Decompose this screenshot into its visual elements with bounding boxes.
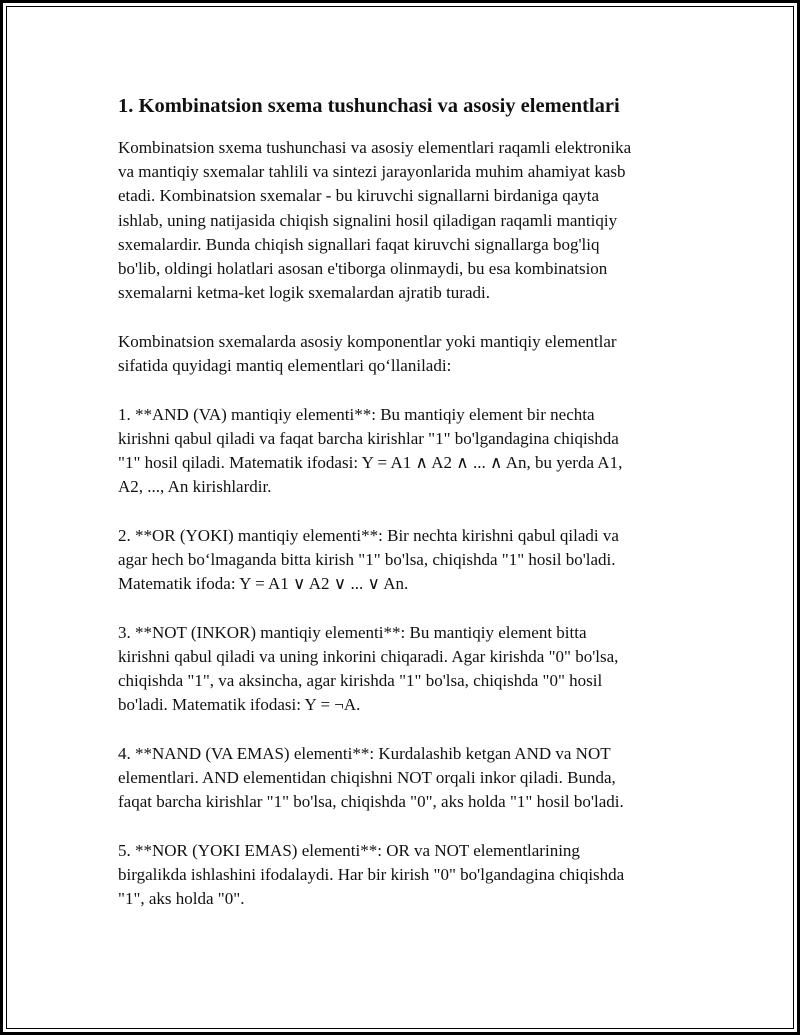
text-line: elementlari. AND elementidan chiqishni NOT orqali inkor qiladi. Bunda, — [118, 768, 616, 788]
text-line: faqat barcha kirishlar "1" bo'lsa, chiqishda "0", aks holda "1" hosil bo'ladi. — [118, 792, 624, 812]
list-item-or — [118, 524, 686, 597]
text-line: birgalikda ishlashini ifodalaydi. Har bir kirish "0" bo'lgandagina chiqishda — [118, 865, 625, 885]
text-line: 4. **NAND (VA EMAS) elementi**: Kurdalashib ketgan AND va NOT — [118, 744, 611, 764]
text-line: 3. **NOT (INKOR) mantiqiy elementi**: Bu mantiqiy element bitta — [118, 622, 587, 642]
list-item-nor — [118, 839, 686, 912]
text-line: 2. **OR (YOKI) mantiqiy elementi**: Bir nechta kirishni qabul qiladi va — [118, 525, 619, 545]
paragraph-components-intro — [118, 330, 686, 378]
text-line: "1" hosil qiladi. Matematik ifodasi: Y = A1 ∧ A2 ∧ ... ∧ An, bu yerda A1, — [118, 453, 623, 473]
text-line: A2, ..., An kirishlardir. — [118, 477, 272, 497]
text-line: va mantiqiy sxemalar tahlili va sintezi jarayonlarida muhim ahamiyat kasb — [118, 162, 626, 182]
document-body — [118, 92, 686, 936]
text-line: sxemalardir. Bunda chiqish signallari faqat kiruvchi signallarga bog'liq — [118, 234, 600, 254]
text-line: kirishni qabul qiladi va uning inkorini chiqaradi. Agar kirishda "0" bo'lsa, — [118, 647, 619, 667]
text-line: bo'lib, oldingi holatlari asosan e'tiborga olinmaydi, bu esa kombinatsion — [118, 259, 608, 279]
text-line: "1", aks holda "0". — [118, 889, 245, 909]
text-line: Kombinatsion sxema tushunchasi va asosiy elementlari raqamli elektronika — [118, 138, 632, 157]
text-line: sifatida quyidagi mantiq elementlari qo‘llaniladi: — [118, 356, 452, 376]
text-line: ishlab, uning natijasida chiqish signalini hosil qiladigan raqamli mantiqiy — [118, 210, 618, 230]
text-line: Matematik ifoda: Y = A1 ∨ A2 ∨ ... ∨ An. — [118, 574, 409, 594]
text-line: Kombinatsion sxemalarda asosiy komponentlar yoki mantiqiy elementlar — [118, 331, 617, 351]
list-item-and — [118, 403, 686, 500]
text-line: kirishni qabul qiladi va faqat barcha kirishlar "1" bo'lgandagina chiqishda — [118, 428, 619, 448]
text-line: 1. **AND (VA) mantiqiy elementi**: Bu mantiqiy element bir nechta — [118, 404, 595, 424]
section-title: 1. Kombinatsion sxema tushunchasi va asosiy elementlari — [118, 95, 620, 117]
text-line: etadi. Kombinatsion sxemalar - bu kiruvchi signallarni birdaniga qayta — [118, 186, 600, 206]
text-line: chiqishda "1", va aksincha, agar kirishda "1" bo'lsa, chiqishda "0" hosil — [118, 671, 603, 691]
text-line: sxemalarni ketma-ket logik sxemalardan ajratib turadi. — [118, 283, 490, 303]
list-item-not — [118, 621, 686, 718]
text-line: agar hech bo‘lmaganda bitta kirish "1" bo'lsa, chiqishda "1" hosil bo'ladi. — [118, 550, 616, 570]
list-item-nand — [118, 742, 686, 815]
text-line: bo'ladi. Matematik ifodasi: Y = ¬A. — [118, 695, 361, 715]
text-line: 5. **NOR (YOKI EMAS) elementi**: OR va NOT elementlarining — [118, 841, 580, 861]
paragraph-intro — [118, 136, 686, 305]
